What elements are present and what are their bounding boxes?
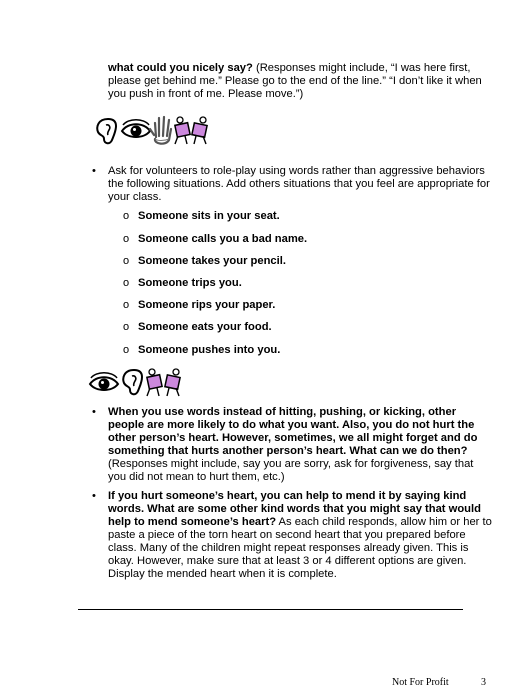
icon-row-1: [92, 113, 232, 147]
list-marker: o: [123, 210, 130, 222]
list-marker: o: [123, 321, 130, 333]
list-marker: o: [123, 255, 130, 267]
bullet-marker: •: [92, 490, 96, 502]
bullet-words-paragraph: [108, 406, 492, 484]
list-marker: o: [123, 299, 130, 311]
puzzle-figures-icon: [175, 117, 207, 144]
bullet-marker: •: [92, 406, 96, 418]
hand-icon: [150, 117, 171, 144]
footer-rule: [78, 609, 463, 610]
situation-item: Someone sits in your seat.: [138, 210, 280, 222]
bullet-mend-instructions: As each child responds, allow him or her to paste a piece of the torn heart on second heart that you prepared before class. Many of the children might repeat responses already given. This is okay. However, make sure that at least 3 or 4 different options are given. Display the mended heart when it is complete.: [108, 516, 492, 580]
bullet-mend-bold: If you hurt someone’s heart, you can help to mend it by saying kind words. What are some other kind words that you might say that would help to mend someone’s heart?: [108, 490, 481, 528]
footer-label: Not For Profit: [392, 677, 449, 688]
situation-item: Someone takes your pencil.: [138, 255, 286, 267]
bullet-words-responses: (Responses might include, say you are sorry, ask for forgiveness, say that you did not mean to hurt them, etc.): [108, 458, 474, 483]
situation-item: Someone calls you a bad name.: [138, 233, 308, 245]
bullet-words-bold: When you use words instead of hitting, pushing, or kicking, other people are more likely to do what you want. Also, you do not hurt the other person’s heart. However, sometimes, we all might forget and do something that hurts another person’s heart. What can we do then?: [108, 406, 478, 457]
intro-question: what could you nicely say?: [108, 62, 253, 74]
puzzle-figures-icon: [147, 369, 180, 396]
situation-item: Someone trips you.: [138, 277, 242, 289]
intro-paragraph: [108, 62, 488, 101]
situation-item: Someone pushes into you.: [138, 344, 281, 356]
bullet-mend-paragraph: [108, 490, 492, 581]
situation-item: Someone eats your food.: [138, 321, 272, 333]
ear-icon: [123, 370, 142, 394]
list-marker: o: [123, 344, 130, 356]
page-number: 3: [481, 677, 486, 688]
bullet-marker: •: [92, 165, 96, 177]
ear-icon: [97, 119, 116, 143]
bullet-roleplay-text: Ask for volunteers to role-play using words rather than aggressive behaviors the following situations. Add others situations that you feel are appropriate for your class.: [108, 165, 490, 203]
intro-response: (Responses might include, “I was here first, please get behind me.” Please go to the end of the line.” “I don’t like it when you push in front of me. Please move.”): [108, 62, 482, 100]
list-marker: o: [123, 233, 130, 245]
icon-row-2: [86, 364, 196, 398]
list-marker: o: [123, 277, 130, 289]
eye-icon: [90, 373, 118, 390]
situation-item: Someone rips your paper.: [138, 299, 276, 311]
eye-icon: [122, 120, 150, 137]
